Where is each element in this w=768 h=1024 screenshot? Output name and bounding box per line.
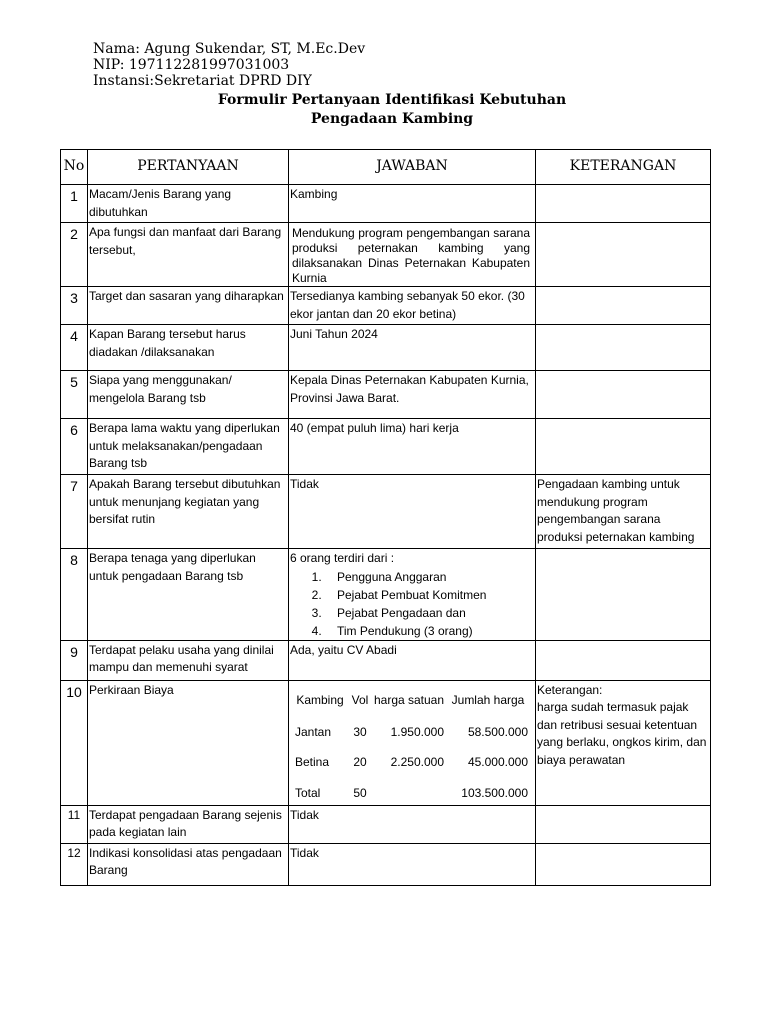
row-number: 11 [61, 805, 88, 843]
answer-intro: 6 orang terdiri dari : [290, 551, 395, 565]
cost-total-vol: 50 [353, 785, 367, 800]
row-question: Perkiraan Biaya [88, 680, 289, 805]
header-keterangan: KETERANGAN [536, 150, 711, 185]
cost-header-row [292, 683, 530, 717]
table-row [61, 549, 711, 641]
row-note [536, 419, 711, 475]
list-item: 4. Tim Pendukung (3 orang) [325, 622, 534, 640]
row-number: 5 [61, 371, 88, 419]
cost-vol: 20 [353, 754, 367, 769]
row-question: Berapa lama waktu yang diperlukan untuk melaksanakan/pengadaan Barang tsb [88, 419, 289, 475]
cost-amount: 45.000.000 [467, 754, 528, 769]
row-number: 9 [61, 640, 88, 680]
row-note [536, 325, 711, 371]
row-answer: Juni Tahun 2024 [289, 325, 536, 371]
row-note [536, 185, 711, 223]
row-number: 3 [61, 287, 88, 325]
note-text: harga sudah termasuk pajak dan retribusi sesuai ketentuan yang berlaku, ongkos kirim, dan biaya perawatan [537, 700, 707, 767]
row-number: 1 [61, 185, 88, 223]
applicant-nip: NIP: 197112281997031003 [93, 57, 290, 73]
cost-header-vol: Vol [351, 692, 369, 707]
row-answer: Tersedianya kambing sebanyak 50 ekor. (30 ekor jantan dan 20 ekor betina) [289, 287, 536, 325]
row-number: 8 [61, 549, 88, 641]
list-item: 1. Pengguna Anggaran [325, 568, 534, 586]
note-title: Keterangan: [537, 682, 603, 697]
list-item: 3. Pejabat Pengadaan dan [325, 604, 534, 622]
header-no: No [61, 150, 88, 185]
header-jawaban: JAWABAN [289, 150, 536, 185]
row-answer [289, 680, 536, 805]
form-title: Formulir Pertanyaan Identifikasi Kebutuhan [217, 92, 567, 108]
table-row [61, 371, 711, 419]
staff-list [290, 568, 534, 640]
row-answer: Tidak [289, 805, 536, 843]
cost-header-harga: harga satuan [373, 692, 445, 707]
table-row [61, 805, 711, 843]
applicant-institution: Instansi:Sekretariat DPRD DIY [93, 73, 312, 89]
row-answer: Tidak [289, 475, 536, 549]
cost-item: Betina [295, 754, 330, 769]
row-answer: Mendukung program pengembangan sarana produksi peternakan kambing yang dilaksanakan Dinas Peternakan Kabupaten Kurnia [289, 223, 536, 287]
row-note [536, 640, 711, 680]
row-note: Pengadaan kambing untuk mendukung program pengembangan sarana produksi peternakan kambing [536, 475, 711, 549]
list-item: 2. Pejabat Pembuat Komitmen [325, 586, 534, 604]
row-note [536, 843, 711, 885]
cost-header-jumlah: Jumlah harga [451, 692, 525, 707]
row-question: Berapa tenaga yang diperlukan untuk pengadaan Barang tsb [88, 549, 289, 641]
row-question: Terdapat pengadaan Barang sejenis pada kegiatan lain [88, 805, 289, 843]
row-note [536, 680, 711, 805]
form-subtitle: Pengadaan Kambing [310, 111, 474, 127]
cost-unit-price: 1.950.000 [390, 724, 444, 739]
row-question: Apa fungsi dan manfaat dari Barang tersebut, [88, 223, 289, 287]
row-answer [289, 549, 536, 641]
row-answer: Tidak [289, 843, 536, 885]
row-note [536, 223, 711, 287]
row-question: Terdapat pelaku usaha yang dinilai mampu dan memenuhi syarat [88, 640, 289, 680]
table-row [61, 325, 711, 371]
row-question: Target dan sasaran yang diharapkan [88, 287, 289, 325]
table-row [61, 223, 711, 287]
cost-total-amount: 103.500.000 [461, 785, 528, 800]
cost-unit-price: 2.250.000 [390, 754, 444, 769]
row-question: Siapa yang menggunakan/ mengelola Barang tsb [88, 371, 289, 419]
row-answer: Ada, yaitu CV Abadi [289, 640, 536, 680]
row-note [536, 805, 711, 843]
cost-row [292, 747, 530, 777]
row-note [536, 287, 711, 325]
cost-row [292, 717, 530, 747]
row-note [536, 371, 711, 419]
cost-item: Jantan [295, 724, 332, 739]
row-number: 12 [61, 843, 88, 885]
row-question: Kapan Barang tersebut harus diadakan /dilaksanakan [88, 325, 289, 371]
cost-total-row [292, 777, 530, 805]
table-row [61, 475, 711, 549]
row-question: Macam/Jenis Barang yang dibutuhkan [88, 185, 289, 223]
row-number: 4 [61, 325, 88, 371]
row-number: 2 [61, 223, 88, 287]
question-table [60, 149, 711, 886]
row-note [536, 549, 711, 641]
row-number: 7 [61, 475, 88, 549]
row-number: 10 [61, 680, 88, 805]
header-pertanyaan: PERTANYAAN [88, 150, 289, 185]
cost-table [292, 683, 530, 805]
row-number: 6 [61, 419, 88, 475]
table-header-row [61, 150, 711, 185]
cost-total-label: Total [295, 785, 321, 800]
table-row [61, 419, 711, 475]
applicant-name: Nama: Agung Sukendar, ST, M.Ec.Dev [93, 41, 366, 57]
row-question: Indikasi konsolidasi atas pengadaan Barang [88, 843, 289, 885]
row-answer: Kambing [289, 185, 536, 223]
table-row [61, 843, 711, 885]
cost-header-kambing: Kambing [296, 692, 344, 707]
table-row [61, 640, 711, 680]
table-row [61, 185, 711, 223]
table-row [61, 287, 711, 325]
cost-vol: 30 [353, 724, 367, 739]
row-answer: Kepala Dinas Peternakan Kabupaten Kurnia, Provinsi Jawa Barat. [289, 371, 536, 419]
cost-amount: 58.500.000 [467, 724, 528, 739]
row-answer: 40 (empat puluh lima) hari kerja [289, 419, 536, 475]
table-row [61, 680, 711, 805]
row-question: Apakah Barang tersebut dibutuhkan untuk menunjang kegiatan yang bersifat rutin [88, 475, 289, 549]
applicant-info [93, 41, 365, 89]
